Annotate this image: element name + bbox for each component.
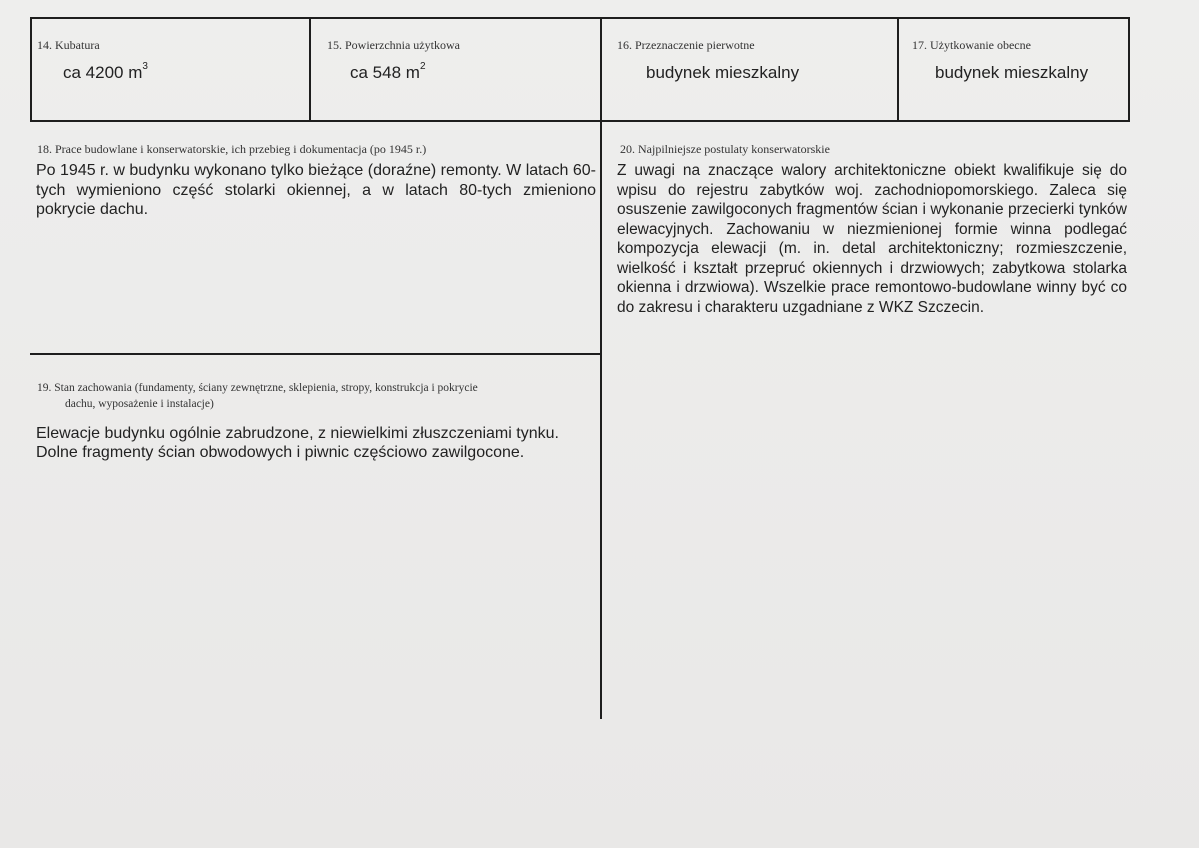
uzytkowanie-label: 17. Użytkowanie obecne [912,38,1031,52]
powierzchnia-number: ca 548 m [350,63,420,82]
row1-bottom-border [30,120,1130,122]
uzytkowanie-value: budynek mieszkalny [935,63,1089,82]
kubatura-label: 14. Kubatura [37,38,100,52]
kubatura-unit-exponent: 3 [142,61,148,73]
center-divider [600,17,602,719]
stan-zachowania-label-line1: 19. Stan zachowania (fundamenty, ściany zewnętrzne, sklepienia, stropy, konstrukcja i pokrycie [37,382,478,394]
przeznaczenie-label: 16. Przeznaczenie pierwotne [617,38,755,52]
stan-zachowania-value-line1: Elewacje budynku ogólnie zabrudzone, z niewielkimi złuszczeniami tynku. [36,425,559,442]
postulaty-value: Z uwagi na znaczące walory architektoniczne obiekt kwalifikuje się do wpisu do rejestru zabytków woj. zachodniopomorskiego. Zaleca się osuszenie zawilgoconych fragmentów ścian i wykonanie przecierki tynków elewacyjnych. Zachowaniu w niezmienionej formie winna podlegać kompozycja elewacji (m. in. detal architektoniczny; rozmieszczenie, wielkość i kształt przepruć okiennych i drzwiowych; zabytkowa stolarka okienna i drzwiowa). Wszelkie prace remontowo-budowlane winny być co do zakresu i charakteru uzgadniane z WKZ Szczecin. [617,162,1127,316]
right-border-top [1128,17,1130,122]
row2-left-bottom-border [30,353,601,355]
powierzchnia-label: 15. Powierzchnia użytkowa [327,38,460,52]
divider-16-17 [897,17,899,122]
stan-zachowania-value-line2: Dolne fragmenty ścian obwodowych i piwnic częściowo zawilgocone. [36,444,525,461]
prace-budowlane-value: Po 1945 r. w budynku wykonano tylko bieżące (doraźne) remonty. W latach 60-tych wymieniono część stolarki okiennej, a w latach 80-tych zmieniono pokrycie dachu. [36,162,596,218]
prace-budowlane-label: 18. Prace budowlane i konserwatorskie, ich przebieg i dokumentacja (po 1945 r.) [37,142,427,156]
postulaty-label: 20. Najpilniejsze postulaty konserwatorskie [620,142,830,156]
przeznaczenie-value: budynek mieszkalny [646,63,800,82]
top-border [30,17,1130,19]
divider-14-15 [309,17,311,122]
powierzchnia-value [350,63,426,83]
powierzchnia-unit-exponent: 2 [419,61,426,73]
left-border-top [30,17,32,122]
kubatura-number: ca 4200 m [63,63,143,82]
stan-zachowania-label-line2: dachu, wyposażenie i instalacje) [65,398,214,410]
kubatura-value [63,63,148,83]
